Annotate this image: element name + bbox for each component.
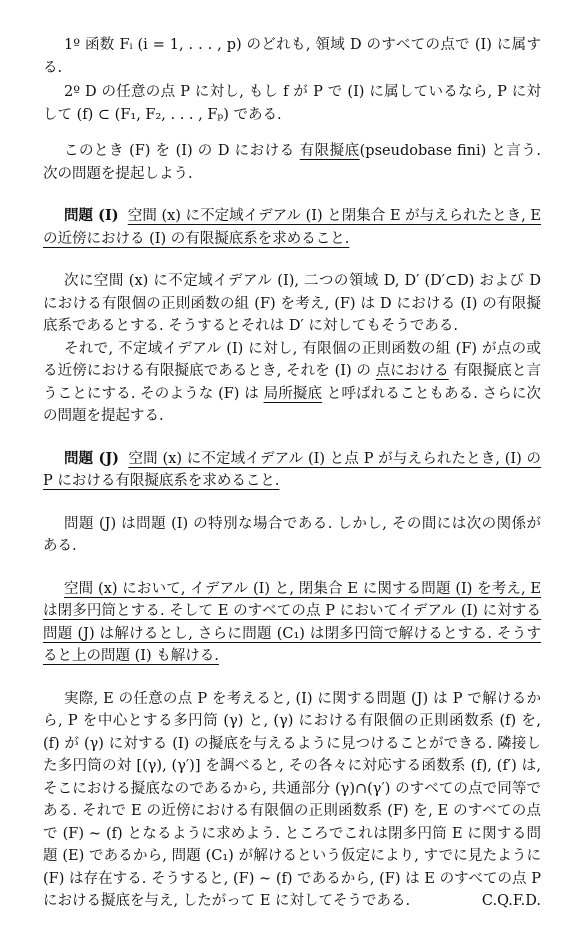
qed-mark: C.Q.F.D. [481, 893, 541, 909]
definition-text-start: このとき (F) を (I) の D における [64, 143, 300, 159]
definition-text-end: (pseudobase fini) と言う. 次の問題を提起しよう. [43, 143, 541, 182]
definition-paragraph [43, 140, 541, 185]
lemma-statement [43, 578, 541, 668]
point-basis-text-b: 有限擬底と言うことにする. そのような (F) は [43, 363, 542, 402]
problem-i [43, 205, 541, 250]
document-page [43, 34, 541, 913]
proof-text: 実際, E の任意の点 P を考えると, (I) に関する問題 (J) は P で解けるから, P を中心とする多円筒 (γ) と, (γ) における有限個の正則函数系 (f) を, (f) が (γ) に対する (I) の擬底を与えるように見つけることができる. 隣接した多円筒の対 [(γ), (γ′)] を調べると, その各々に対応する函数系 (f), (f′) は, そこにおける擬底なのであるから, 共通部分 (γ)∩(γ′) のすべての点で同等である. それで E の近傍における有限個の正則函数系 (F) を, E のすべての点で (F) ~ (f) となるように求めよう. ところでこれは閉多円筒 E に関する問題 (E) であるから, 問題 (C₁) が解けるという仮定により, すでに見たように (F) は存在する. そうすると, (F) ~ (f) であるから, (F) は E のすべての点 P における擬底を与え, したがって E に対してそうである. [43, 690, 541, 909]
lemma-text: 空間 (x) において, イデアル (I) と, 閉集合 E に関する問題 (I) を考え, E は閉多円筒とする. そして E のすべての点 P においてイデアル (I) に対する問題 (J) は解けるとし, さらに問題 (C₁) は閉多円筒で解けるとする. そうすると上の問題 (I) も解ける. [43, 580, 541, 664]
condition-2: 2º D の任意の点 P に対し, もし f が P で (I) に属しているなら, P に対して (f) ⊂ (F₁, F₂, . . . , Fₚ) である. [43, 84, 541, 123]
problem-j-label: 問題 (J) [64, 449, 120, 467]
term-at-point: 点における [375, 363, 449, 379]
paragraph-domains: 次に空間 (x) に不定域イデアル (I), 二つの領域 D, D′ (D′⊂D) および D における有限個の正則函数の組 (F) を考え, (F) は D における (I) の有限擬底系であるとする. そうするとそれは D′ に対してもそうである. [43, 273, 541, 334]
problem-j-statement: 空間 (x) に不定域イデアル (I) と点 P が与えられたとき, (I) の P における有限擬底系を求めること. [43, 450, 541, 489]
paragraph-relation: 問題 (J) は問題 (I) の特別な場合である. しかし, その間には次の関係がある. [43, 515, 541, 554]
problem-i-label: 問題 (I) [64, 207, 119, 224]
problem-i-statement: 空間 (x) に不定域イデアル (I) と閉集合 E が与えられたとき, E の近傍における (I) の有限擬底系を求めること. [43, 208, 541, 247]
paragraph-point-basis [43, 338, 541, 428]
point-basis-text-c: と呼ばれることもある. さらに次の問題を提起する. [43, 385, 542, 424]
term-local-basis: 局所擬底 [263, 385, 323, 402]
problem-j [43, 448, 541, 493]
proof-paragraph [43, 688, 541, 913]
defined-term: 有限擬底 [299, 143, 360, 159]
point-basis-text-a: それで, 不定域イデアル (I) に対し, 有限個の正則函数の組 (F) が点の或る近傍における有限擬底であるとき, それを (I) の [43, 340, 541, 379]
condition-1: 1º 函数 Fᵢ (i = 1, . . . , p) のどれも, 領域 D のすべての点で (I) に属する. [43, 37, 541, 76]
